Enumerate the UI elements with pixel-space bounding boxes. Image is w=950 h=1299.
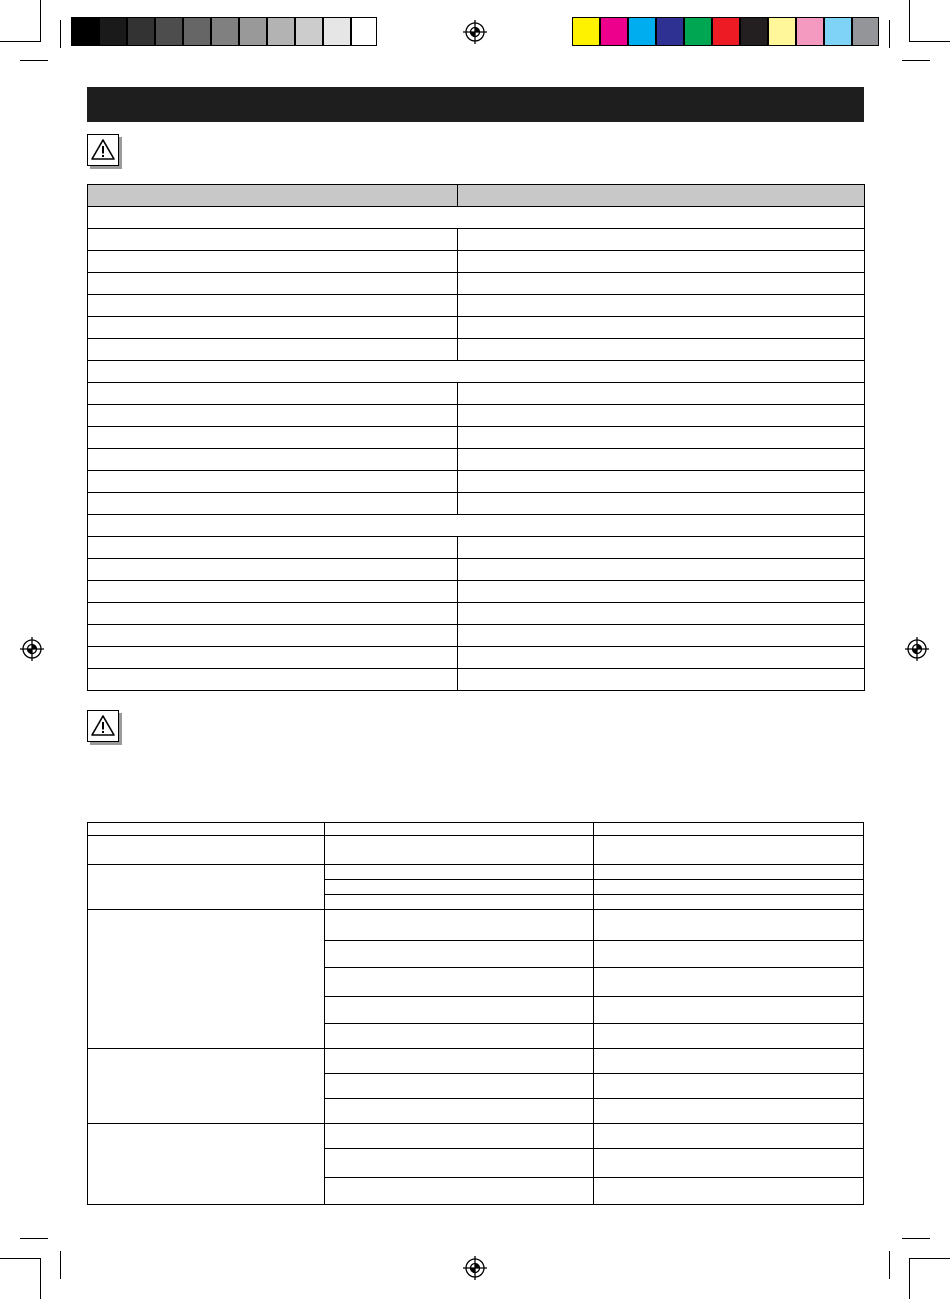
spec-value [458,273,865,295]
registration-mark-icon [463,20,487,44]
color-swatch [656,17,684,46]
color-swatch [740,17,768,46]
header-cell [88,185,458,207]
spec-label [88,383,458,405]
solution-cell [594,1024,864,1049]
color-swatch [323,17,351,46]
solution-cell [594,997,864,1024]
spec-label [88,449,458,471]
crop-mark [909,1258,950,1259]
table-row [88,559,865,581]
warning-triangle-icon [90,137,116,163]
spec-value [458,669,865,691]
problem-cell [88,865,325,910]
header-cell [594,823,864,836]
spec-label [88,273,458,295]
color-swatch [628,17,656,46]
crop-mark [40,1258,41,1299]
spec-value [458,625,865,647]
spec-label [88,669,458,691]
table-row [88,836,864,865]
table-row [88,647,865,669]
color-swatch [796,17,824,46]
section-title-row [88,515,865,537]
color-swatch [684,17,712,46]
crop-mark [20,1238,48,1239]
cause-cell [325,1024,594,1049]
color-swatch [351,17,377,46]
solution-cell [594,865,864,880]
problem-cell [88,836,325,865]
table-row [88,865,864,880]
spec-label [88,559,458,581]
header-cell [88,823,325,836]
crop-mark [60,1251,61,1279]
cause-cell [325,836,594,865]
table-row [88,493,865,515]
spec-label [88,405,458,427]
header-cell [458,185,865,207]
cause-cell [325,1074,594,1099]
spec-value [458,449,865,471]
crop-mark [0,41,41,42]
color-swatch [600,17,628,46]
spec-value [458,493,865,515]
table-row [88,427,865,449]
spec-value [458,383,865,405]
cause-cell [325,1049,594,1074]
spec-label [88,251,458,273]
section-header-bar [87,87,864,122]
specification-table [87,184,865,691]
table-row [88,251,865,273]
table-row [88,273,865,295]
section-title [88,361,865,383]
spec-label [88,317,458,339]
spec-label [88,647,458,669]
color-swatch [712,17,740,46]
crop-mark [902,1238,930,1239]
table-row [88,295,865,317]
crop-mark [909,0,910,41]
color-swatch [183,17,211,46]
color-swatch [99,17,127,46]
table-row [88,625,865,647]
color-swatch [239,17,267,46]
table-row [88,339,865,361]
spec-value [458,471,865,493]
crop-mark [889,20,890,48]
solution-cell [594,910,864,941]
cause-cell [325,941,594,968]
section-title-row [88,207,865,229]
color-swatch [768,17,796,46]
troubleshooting-table [87,822,864,1205]
color-swatch [295,17,323,46]
cause-cell [325,910,594,941]
problem-cell [88,910,325,1049]
table-row [88,537,865,559]
crop-mark [909,41,950,42]
crop-mark [902,60,930,61]
cause-cell [325,997,594,1024]
solution-cell [594,1178,864,1205]
crop-mark [20,60,48,61]
warning-box [87,134,119,166]
solution-cell [594,1074,864,1099]
color-swatch [572,17,600,46]
color-swatch [267,17,295,46]
solution-cell [594,1149,864,1178]
table-row [88,1049,864,1074]
table-row [88,383,865,405]
crop-mark [40,0,41,41]
color-swatch [824,17,852,46]
spec-value [458,427,865,449]
registration-mark-icon [463,1256,487,1280]
spec-value [458,295,865,317]
color-swatch [852,17,879,46]
table-row [88,405,865,427]
registration-mark-icon [905,637,929,661]
crop-mark [0,1258,41,1259]
spec-value [458,317,865,339]
spec-label [88,229,458,251]
problem-cell [88,1049,325,1124]
table-row [88,581,865,603]
crop-mark [60,20,61,48]
cause-cell [325,1124,594,1149]
cause-cell [325,895,594,910]
solution-cell [594,880,864,895]
solution-cell [594,1099,864,1124]
solution-cell [594,1124,864,1149]
table-row [88,669,865,691]
spec-value [458,229,865,251]
solution-cell [594,836,864,865]
spec-value [458,251,865,273]
table-header-row [88,185,865,207]
spec-value [458,603,865,625]
table-row [88,449,865,471]
spec-label [88,581,458,603]
color-swatch [211,17,239,46]
color-swatch [127,17,155,46]
cause-cell [325,1178,594,1205]
spec-label [88,471,458,493]
problem-cell [88,1124,325,1205]
spec-value [458,339,865,361]
spec-value [458,559,865,581]
warning-box [87,710,119,742]
table-row [88,317,865,339]
table-row [88,603,865,625]
crop-mark [889,1251,890,1279]
section-title [88,207,865,229]
solution-cell [594,1049,864,1074]
cause-cell [325,1149,594,1178]
spec-label [88,603,458,625]
color-swatch [155,17,183,46]
spec-label [88,625,458,647]
spec-value [458,581,865,603]
color-swatch [71,17,99,46]
table-row [88,471,865,493]
table-row [88,1124,864,1149]
spec-label [88,339,458,361]
solution-cell [594,941,864,968]
spec-value [458,647,865,669]
section-title-row [88,361,865,383]
table-header-row [88,823,864,836]
cause-cell [325,865,594,880]
solution-cell [594,895,864,910]
table-row [88,229,865,251]
solution-cell [594,968,864,997]
section-title [88,515,865,537]
warning-triangle-icon [90,713,116,739]
spec-label [88,537,458,559]
spec-label [88,493,458,515]
spec-label [88,295,458,317]
spec-label [88,427,458,449]
table-row [88,910,864,941]
cause-cell [325,1099,594,1124]
header-cell [325,823,594,836]
crop-mark [909,1258,910,1299]
cause-cell [325,968,594,997]
spec-value [458,537,865,559]
registration-mark-icon [20,637,44,661]
cause-cell [325,880,594,895]
spec-value [458,405,865,427]
